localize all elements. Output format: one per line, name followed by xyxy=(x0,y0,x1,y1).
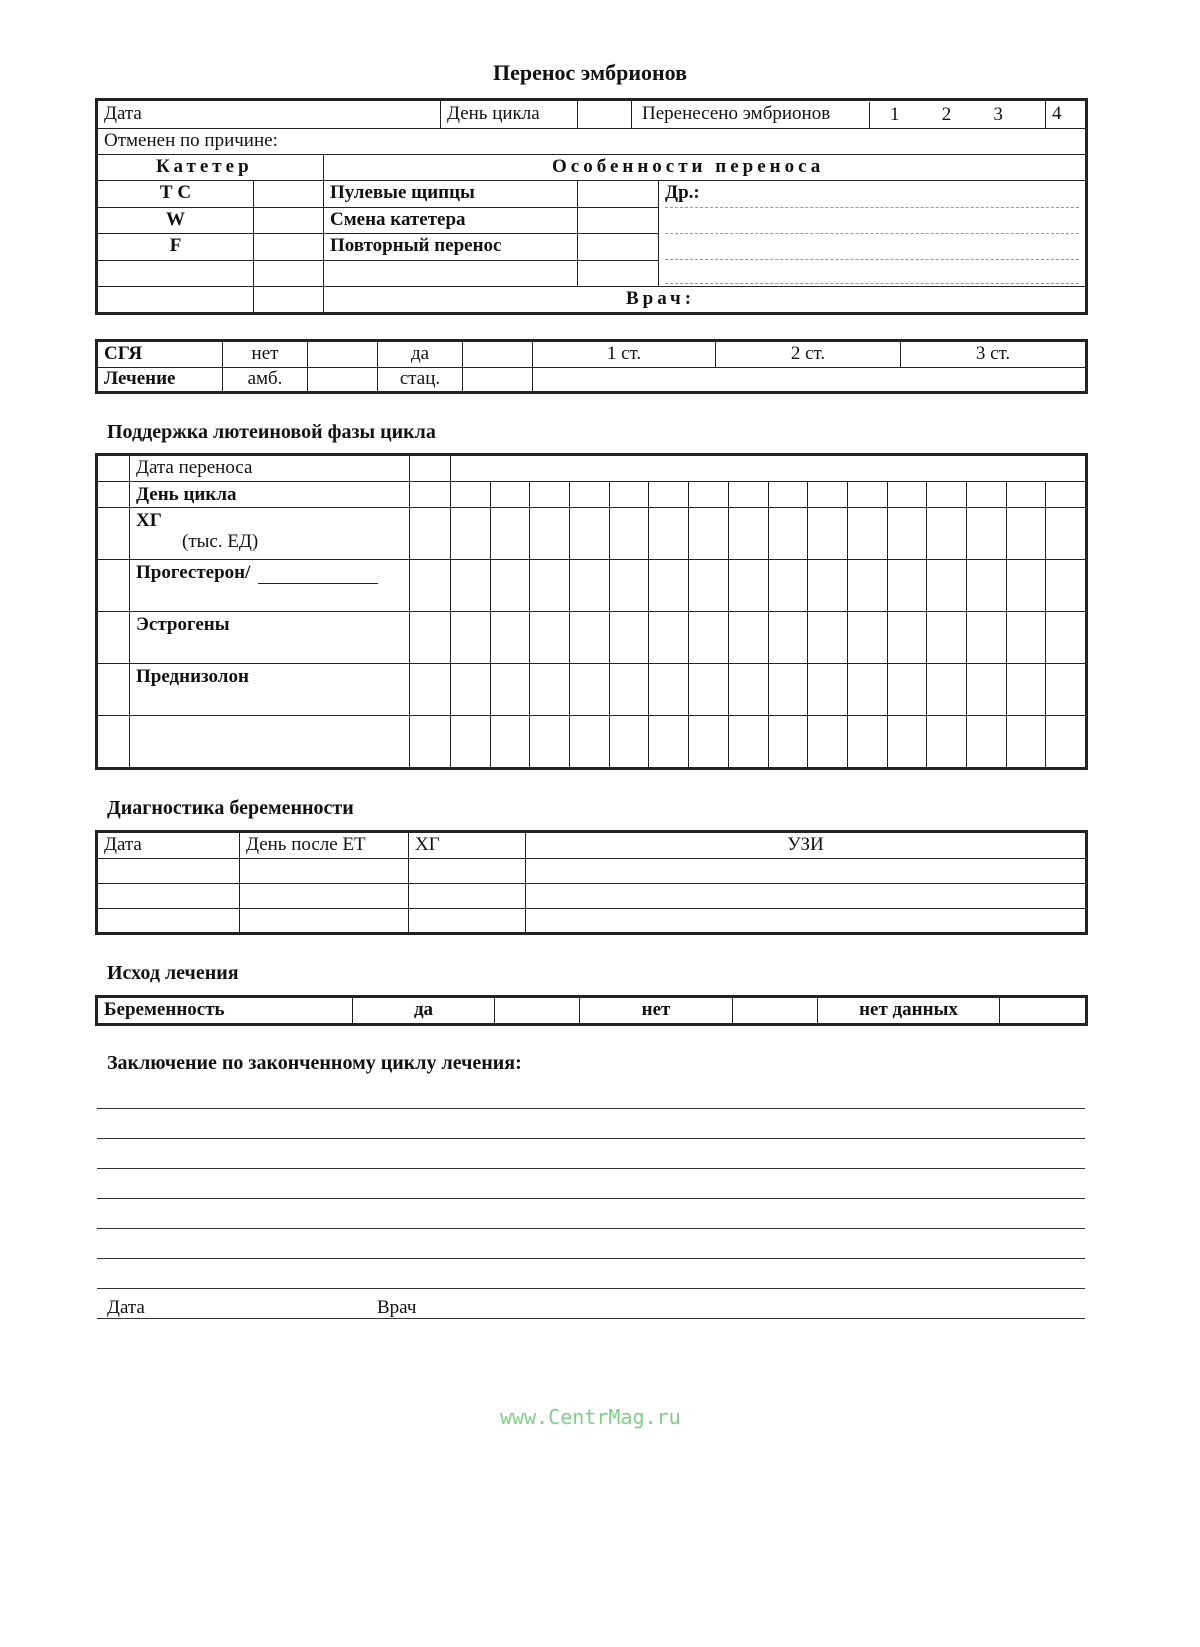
feature-repeat-transfer-mark[interactable] xyxy=(578,234,659,261)
ohss-grade-2[interactable]: 2 ст. xyxy=(716,342,901,368)
luteal-cell[interactable] xyxy=(887,560,927,612)
luteal-cell[interactable] xyxy=(410,664,451,716)
feature-bullet-forceps-mark[interactable] xyxy=(578,181,659,208)
row-marker xyxy=(98,716,130,768)
table-row xyxy=(98,664,1086,716)
luteal-cell[interactable] xyxy=(490,716,530,768)
luteal-cell[interactable] xyxy=(768,716,808,768)
luteal-cell[interactable] xyxy=(649,664,689,716)
embryo-count-1[interactable]: 1 xyxy=(869,102,942,128)
luteal-cell[interactable] xyxy=(966,716,1006,768)
luteal-cell[interactable] xyxy=(966,482,1006,508)
luteal-cell[interactable] xyxy=(649,716,689,768)
diag-cell[interactable] xyxy=(409,884,526,909)
conclusion-line[interactable] xyxy=(97,1168,1085,1169)
diag-cell[interactable] xyxy=(409,859,526,884)
feature-catheter-change: Смена катетера xyxy=(324,207,578,234)
diag-cell[interactable] xyxy=(240,909,409,933)
notes-line xyxy=(665,260,1079,284)
features-header: Особенности переноса xyxy=(324,155,1086,181)
luteal-label-extra[interactable] xyxy=(130,716,410,768)
signature-line[interactable] xyxy=(97,1318,1085,1319)
luteal-cell[interactable] xyxy=(847,482,887,508)
row-marker xyxy=(98,612,130,664)
luteal-cell[interactable] xyxy=(847,612,887,664)
feature-extra[interactable] xyxy=(324,260,578,287)
row-marker xyxy=(98,456,130,482)
conclusion-line[interactable] xyxy=(97,1108,1085,1109)
catheter-extra[interactable] xyxy=(98,287,254,313)
feature-bullet-forceps: Пулевые щипцы xyxy=(324,181,578,208)
conclusion-line[interactable] xyxy=(97,1138,1085,1139)
diag-cell[interactable] xyxy=(240,859,409,884)
luteal-cell[interactable] xyxy=(808,482,848,508)
embryo-count-3[interactable]: 3 xyxy=(993,103,1003,125)
cancelled-reason: Отменен по причине: xyxy=(98,129,1086,155)
luteal-date-value[interactable] xyxy=(451,456,1086,482)
ohss-label: СГЯ xyxy=(98,342,223,368)
pregnancy-no: нет xyxy=(580,998,733,1024)
ohss-grade-3[interactable]: 3 ст. xyxy=(901,342,1086,368)
luteal-table xyxy=(97,455,1086,768)
diag-cell[interactable] xyxy=(526,884,1086,909)
page-title: Перенос эмбрионов xyxy=(492,60,688,85)
diag-col-day: День после ЕТ xyxy=(240,833,409,859)
luteal-cell[interactable] xyxy=(609,664,649,716)
row-marker xyxy=(98,664,130,716)
treatment-notes[interactable] xyxy=(533,368,1086,392)
transfer-table xyxy=(97,100,1086,313)
luteal-cell[interactable] xyxy=(689,560,729,612)
diag-cell[interactable] xyxy=(526,859,1086,884)
treatment-inpatient-mark[interactable] xyxy=(463,368,533,392)
luteal-cell[interactable] xyxy=(570,612,610,664)
luteal-cell[interactable] xyxy=(1046,508,1086,560)
luteal-cell[interactable] xyxy=(649,612,689,664)
luteal-label-progesterone-text: Прогестерон/ xyxy=(136,562,251,583)
luteal-cell[interactable] xyxy=(927,560,967,612)
luteal-cell[interactable] xyxy=(728,664,768,716)
luteal-cell[interactable] xyxy=(689,612,729,664)
luteal-cell[interactable] xyxy=(689,508,729,560)
luteal-label-cycle-day-text: День цикла xyxy=(136,484,237,505)
luteal-cell[interactable] xyxy=(768,508,808,560)
transferred-label-text: Перенесено эмбрионов xyxy=(642,103,831,125)
catheter-extra[interactable] xyxy=(98,260,254,287)
table-row xyxy=(98,884,1086,909)
notes-line xyxy=(665,234,1079,260)
luteal-cell[interactable] xyxy=(1006,664,1046,716)
pregnancy-label: Беременность xyxy=(98,998,353,1024)
ohss-grade-1[interactable]: 1 ст. xyxy=(533,342,716,368)
luteal-label-prednisolone-text: Преднизолон xyxy=(136,666,249,687)
luteal-cell[interactable] xyxy=(609,508,649,560)
luteal-label-cycle-day xyxy=(130,482,410,508)
luteal-cell[interactable] xyxy=(530,716,570,768)
feature-extra-mark[interactable] xyxy=(578,260,659,287)
luteal-cell[interactable] xyxy=(847,716,887,768)
luteal-cell[interactable] xyxy=(927,612,967,664)
catheter-extra-mark[interactable] xyxy=(254,260,324,287)
luteal-cell[interactable] xyxy=(570,560,610,612)
luteal-label-hcg-text: ХГ xyxy=(136,510,162,531)
doctor-label: Врач: xyxy=(324,287,1086,313)
catheter-w: W xyxy=(98,207,254,234)
luteal-cell[interactable] xyxy=(570,716,610,768)
luteal-cell[interactable] xyxy=(451,664,491,716)
luteal-cell[interactable] xyxy=(451,482,491,508)
diag-cell[interactable] xyxy=(526,909,1086,933)
luteal-label-progesterone xyxy=(130,560,410,612)
luteal-cell[interactable] xyxy=(570,664,610,716)
luteal-cell[interactable] xyxy=(1006,482,1046,508)
outcome-heading: Исход лечения xyxy=(107,962,239,984)
catheter-extra-mark[interactable] xyxy=(254,287,324,313)
luteal-cell[interactable] xyxy=(490,664,530,716)
transferred-label xyxy=(632,101,1046,129)
luteal-row-date xyxy=(98,456,1086,482)
diag-cell[interactable] xyxy=(240,884,409,909)
pregnancy-no-data-mark[interactable] xyxy=(1000,998,1086,1024)
diag-col-us: УЗИ xyxy=(526,833,1086,859)
row-marker xyxy=(98,508,130,560)
treatment-inpatient: стац. xyxy=(378,368,463,392)
table-row xyxy=(98,716,1086,768)
luteal-cell[interactable] xyxy=(451,560,491,612)
luteal-cell[interactable] xyxy=(410,482,451,508)
luteal-label-prednisolone xyxy=(130,664,410,716)
catheter-f-mark[interactable] xyxy=(254,234,324,261)
luteal-cell[interactable] xyxy=(490,612,530,664)
luteal-cell[interactable] xyxy=(808,560,848,612)
luteal-cell[interactable] xyxy=(887,716,927,768)
luteal-cell[interactable] xyxy=(966,508,1006,560)
luteal-cell[interactable] xyxy=(966,560,1006,612)
luteal-cell[interactable] xyxy=(410,560,451,612)
diag-cell[interactable] xyxy=(409,909,526,933)
conclusion-line[interactable] xyxy=(97,1288,1085,1289)
treatment-outpatient: амб. xyxy=(223,368,308,392)
catheter-tc: Т С xyxy=(98,181,254,208)
diag-col-hcg: ХГ xyxy=(409,833,526,859)
luteal-label-estrogens-text: Эстрогены xyxy=(136,614,230,635)
luteal-cell[interactable] xyxy=(728,560,768,612)
pregnancy-yes-mark[interactable] xyxy=(495,998,580,1024)
luteal-cell[interactable] xyxy=(966,664,1006,716)
luteal-cell[interactable] xyxy=(451,612,491,664)
luteal-cell[interactable] xyxy=(649,482,689,508)
table-row xyxy=(98,909,1086,933)
luteal-cell[interactable] xyxy=(847,664,887,716)
other-notes[interactable] xyxy=(659,181,1086,287)
luteal-cell[interactable] xyxy=(887,482,927,508)
treatment-label: Лечение xyxy=(98,368,223,392)
luteal-cell[interactable] xyxy=(1046,612,1086,664)
notes-line xyxy=(665,208,1079,234)
luteal-cell[interactable] xyxy=(768,482,808,508)
luteal-cell[interactable] xyxy=(1046,716,1086,768)
diag-cell[interactable] xyxy=(98,884,240,909)
luteal-cell[interactable] xyxy=(530,560,570,612)
luteal-cell[interactable] xyxy=(808,716,848,768)
luteal-cell[interactable] xyxy=(768,612,808,664)
luteal-cell[interactable] xyxy=(966,612,1006,664)
luteal-cell[interactable] xyxy=(609,612,649,664)
row-marker xyxy=(98,560,130,612)
luteal-cell[interactable] xyxy=(649,508,689,560)
signature-doctor-label: Врач xyxy=(377,1297,417,1318)
ohss-yes-mark[interactable] xyxy=(463,342,533,368)
ohss-no-mark[interactable] xyxy=(308,342,378,368)
luteal-cell[interactable] xyxy=(887,612,927,664)
luteal-cell[interactable] xyxy=(887,664,927,716)
cycle-day-value[interactable] xyxy=(578,101,632,129)
pregnancy-no-data: нет данных xyxy=(818,998,1000,1024)
luteal-cell[interactable] xyxy=(728,508,768,560)
ohss-no: нет xyxy=(223,342,308,368)
ohss-yes: да xyxy=(378,342,463,368)
table-row xyxy=(98,612,1086,664)
catheter-w-mark[interactable] xyxy=(254,207,324,234)
other-label: Др.: xyxy=(665,183,1079,208)
luteal-cell[interactable] xyxy=(847,560,887,612)
luteal-cell[interactable] xyxy=(689,716,729,768)
luteal-cell[interactable] xyxy=(768,560,808,612)
luteal-cell[interactable] xyxy=(530,508,570,560)
luteal-cell[interactable] xyxy=(768,664,808,716)
luteal-cell[interactable] xyxy=(927,664,967,716)
luteal-cell[interactable] xyxy=(530,482,570,508)
luteal-cell[interactable] xyxy=(490,482,530,508)
embryo-count-4[interactable]: 4 xyxy=(1046,101,1086,129)
pregnancy-no-mark[interactable] xyxy=(733,998,818,1024)
luteal-cell[interactable] xyxy=(689,482,729,508)
luteal-cell[interactable] xyxy=(1046,664,1086,716)
luteal-cell[interactable] xyxy=(609,560,649,612)
luteal-cell[interactable] xyxy=(649,560,689,612)
luteal-cell[interactable] xyxy=(609,482,649,508)
luteal-cell[interactable] xyxy=(490,508,530,560)
luteal-cell[interactable] xyxy=(808,664,848,716)
hcg-unit: (тыс. ЕД) xyxy=(182,530,259,552)
luteal-cell[interactable] xyxy=(1046,482,1086,508)
treatment-outpatient-mark[interactable] xyxy=(308,368,378,392)
luteal-cell[interactable] xyxy=(728,716,768,768)
luteal-cell[interactable] xyxy=(570,482,610,508)
luteal-cell[interactable] xyxy=(728,612,768,664)
luteal-cell[interactable] xyxy=(1006,612,1046,664)
progesterone-unit-blank[interactable] xyxy=(258,565,378,584)
signature-date-label: Дата xyxy=(107,1297,145,1318)
luteal-cell[interactable] xyxy=(1006,716,1046,768)
catheter-f: F xyxy=(98,234,254,261)
diag-cell[interactable] xyxy=(98,859,240,884)
feature-catheter-change-mark[interactable] xyxy=(578,207,659,234)
row-marker xyxy=(98,482,130,508)
luteal-cell[interactable] xyxy=(927,482,967,508)
conclusion-line[interactable] xyxy=(97,1198,1085,1199)
conclusion-line[interactable] xyxy=(97,1228,1085,1229)
luteal-cell[interactable] xyxy=(927,508,967,560)
luteal-cell[interactable] xyxy=(530,664,570,716)
luteal-cell[interactable] xyxy=(451,508,491,560)
luteal-cell[interactable] xyxy=(808,508,848,560)
luteal-cell[interactable] xyxy=(689,664,729,716)
outcome-table xyxy=(97,997,1086,1024)
luteal-cell[interactable] xyxy=(728,482,768,508)
diag-col-date: Дата xyxy=(98,833,240,859)
luteal-cell[interactable] xyxy=(410,716,451,768)
pregnancy-yes: да xyxy=(353,998,495,1024)
feature-repeat-transfer: Повторный перенос xyxy=(324,234,578,261)
diagnostics-heading: Диагностика беременности xyxy=(107,797,354,819)
ohss-table xyxy=(97,341,1086,392)
date-label: Дата xyxy=(98,101,441,129)
luteal-cell[interactable] xyxy=(410,456,451,482)
table-row xyxy=(98,482,1086,508)
table-row xyxy=(98,560,1086,612)
luteal-cell[interactable] xyxy=(570,508,610,560)
diagnostics-table xyxy=(97,832,1086,933)
luteal-cell[interactable] xyxy=(847,508,887,560)
luteal-cell[interactable] xyxy=(530,612,570,664)
diag-cell[interactable] xyxy=(98,909,240,933)
luteal-cell[interactable] xyxy=(410,508,451,560)
conclusion-heading: Заключение по законченному циклу лечения: xyxy=(107,1052,522,1074)
luteal-cell[interactable] xyxy=(808,612,848,664)
luteal-cell[interactable] xyxy=(1046,560,1086,612)
luteal-cell[interactable] xyxy=(927,716,967,768)
catheter-header: Катетер xyxy=(98,155,324,181)
conclusion-line[interactable] xyxy=(97,1258,1085,1259)
embryo-count-2[interactable]: 2 xyxy=(941,103,952,125)
luteal-cell[interactable] xyxy=(1006,560,1046,612)
luteal-label-estrogens xyxy=(130,612,410,664)
luteal-cell[interactable] xyxy=(1006,508,1046,560)
luteal-label-hcg xyxy=(130,508,410,560)
table-row xyxy=(98,859,1086,884)
luteal-label-date: Дата переноса xyxy=(130,456,410,482)
cycle-day-label: День цикла xyxy=(441,101,578,129)
luteal-cell[interactable] xyxy=(451,716,491,768)
luteal-cell[interactable] xyxy=(410,612,451,664)
catheter-tc-mark[interactable] xyxy=(254,181,324,208)
luteal-cell[interactable] xyxy=(887,508,927,560)
table-row xyxy=(98,508,1086,560)
luteal-cell[interactable] xyxy=(490,560,530,612)
luteal-cell[interactable] xyxy=(609,716,649,768)
luteal-heading: Поддержка лютеиновой фазы цикла xyxy=(107,421,436,443)
watermark: www.CentrMag.ru xyxy=(500,1405,681,1429)
